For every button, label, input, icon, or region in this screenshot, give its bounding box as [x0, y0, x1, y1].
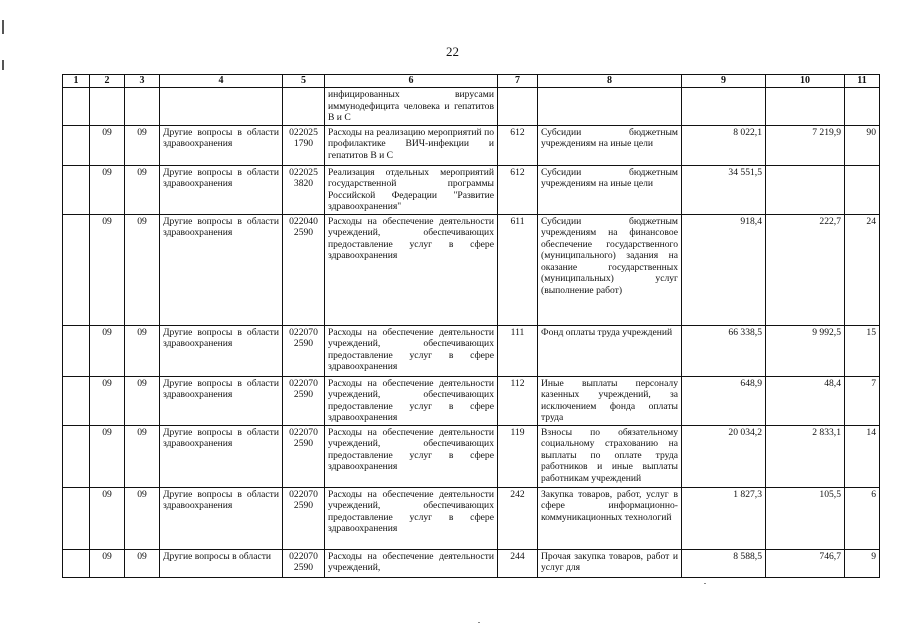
- expense-type-cell: 612: [498, 165, 538, 214]
- scan-margin-mark: [2, 20, 4, 34]
- column-header-9: 9: [682, 75, 766, 88]
- execution-cell: 105,5: [766, 487, 845, 549]
- execution-cell: 222,7: [766, 214, 845, 325]
- section-cell: 09: [90, 125, 125, 165]
- subsection-name-cell: Другие вопросы в области здравоохранения: [160, 325, 283, 376]
- execution-cell: [766, 165, 845, 214]
- percent-cell: 90: [845, 125, 880, 165]
- subsection-name-cell: Другие вопросы в области: [160, 549, 283, 577]
- percent-cell: 6: [845, 487, 880, 549]
- table-row: [63, 88, 880, 126]
- percent-cell: 24: [845, 214, 880, 325]
- column-header-7: 7: [498, 75, 538, 88]
- col-1-cell: [63, 214, 90, 325]
- col-1-cell: [63, 165, 90, 214]
- subsection-cell: 09: [125, 425, 160, 487]
- target-article-cell: 022070 2590: [283, 425, 325, 487]
- percent-cell: [845, 88, 880, 126]
- subsection-name-cell: Другие вопросы в области здравоохранения: [160, 165, 283, 214]
- section-cell: 09: [90, 487, 125, 549]
- column-header-5: 5: [283, 75, 325, 88]
- subsection-name-cell: Другие вопросы в области здравоохранения: [160, 425, 283, 487]
- expense-name-cell: Иные выплаты персоналу казенных учреждений, за исключением фонда оплаты труда: [538, 376, 682, 425]
- table-row: [63, 325, 880, 376]
- target-article-cell: 022040 2590: [283, 214, 325, 325]
- subsection-name-cell: [160, 88, 283, 126]
- subsection-cell: 09: [125, 487, 160, 549]
- table-row: [63, 214, 880, 325]
- expense-type-cell: 611: [498, 214, 538, 325]
- subsection-cell: 09: [125, 165, 160, 214]
- expense-name-cell: Фонд оплаты труда учреждений: [538, 325, 682, 376]
- expense-name-cell: Прочая закупка товаров, работ и услуг для: [538, 549, 682, 577]
- amount-cell: 34 551,5: [682, 165, 766, 214]
- amount-cell: [682, 88, 766, 126]
- execution-cell: 9 992,5: [766, 325, 845, 376]
- expense-type-cell: 612: [498, 125, 538, 165]
- col-1-cell: [63, 325, 90, 376]
- col-1-cell: [63, 88, 90, 126]
- budget-table-container: [62, 74, 879, 578]
- scan-speck: [704, 583, 706, 584]
- target-article-cell: 022025 3820: [283, 165, 325, 214]
- col-1-cell: [63, 125, 90, 165]
- target-article-cell: 022070 2590: [283, 487, 325, 549]
- page-number: 22: [446, 44, 459, 59]
- table-body: [63, 88, 880, 578]
- subsection-name-cell: Другие вопросы в области здравоохранения: [160, 214, 283, 325]
- amount-cell: 918,4: [682, 214, 766, 325]
- expense-name-cell: Закупка товаров, работ, услуг в сфере информационно-коммуникационных технологий: [538, 487, 682, 549]
- column-header-8: 8: [538, 75, 682, 88]
- subsection-cell: 09: [125, 125, 160, 165]
- article-name-cell: Расходы на обеспечение деятельности учреждений, обеспечивающих предоставление услуг в сфере здравоохранения: [325, 325, 498, 376]
- execution-cell: 48,4: [766, 376, 845, 425]
- target-article-cell: 022025 1790: [283, 125, 325, 165]
- expense-type-cell: 119: [498, 425, 538, 487]
- expense-name-cell: Взносы по обязательному социальному страхованию на выплаты по оплате труда работников и иные выплаты работникам учреждений: [538, 425, 682, 487]
- article-name-cell: инфицированных вирусами иммунодефицита человека и гепатитов В и С: [325, 88, 498, 126]
- col-1-cell: [63, 487, 90, 549]
- amount-cell: 1 827,3: [682, 487, 766, 549]
- percent-cell: 7: [845, 376, 880, 425]
- budget-table: [62, 74, 880, 578]
- table-row: [63, 376, 880, 425]
- section-cell: [90, 88, 125, 126]
- section-cell: 09: [90, 425, 125, 487]
- header-row: [63, 75, 880, 88]
- section-cell: 09: [90, 549, 125, 577]
- expense-name-cell: Субсидии бюджетным учреждениям на финансовое обеспечение государственного (муниципального) задания на оказание государственных (муниципальных) услуг (выполнение работ): [538, 214, 682, 325]
- section-cell: 09: [90, 214, 125, 325]
- expense-name-cell: [538, 88, 682, 126]
- percent-cell: 9: [845, 549, 880, 577]
- column-header-10: 10: [766, 75, 845, 88]
- subsection-name-cell: Другие вопросы в области здравоохранения: [160, 376, 283, 425]
- expense-type-cell: 244: [498, 549, 538, 577]
- column-header-6: 6: [325, 75, 498, 88]
- execution-cell: [766, 88, 845, 126]
- execution-cell: 746,7: [766, 549, 845, 577]
- execution-cell: 2 833,1: [766, 425, 845, 487]
- article-name-cell: Расходы на обеспечение деятельности учреждений, обеспечивающих предоставление услуг в сфере здравоохранения: [325, 214, 498, 325]
- article-name-cell: Расходы на обеспечение деятельности учреждений, обеспечивающих предоставление услуг в сфере здравоохранения: [325, 376, 498, 425]
- subsection-cell: 09: [125, 376, 160, 425]
- percent-cell: [845, 165, 880, 214]
- percent-cell: 15: [845, 325, 880, 376]
- column-header-4: 4: [160, 75, 283, 88]
- expense-name-cell: Субсидии бюджетным учреждениям на иные цели: [538, 165, 682, 214]
- scan-speck: [478, 622, 480, 623]
- execution-cell: 7 219,9: [766, 125, 845, 165]
- subsection-cell: [125, 88, 160, 126]
- article-name-cell: Реализация отдельных мероприятий государственной программы Российской Федерации "Развитие здравоохранения": [325, 165, 498, 214]
- table-row: [63, 165, 880, 214]
- article-name-cell: Расходы на обеспечение деятельности учреждений, обеспечивающих предоставление услуг в сфере здравоохранения: [325, 487, 498, 549]
- amount-cell: 66 338,5: [682, 325, 766, 376]
- percent-cell: 14: [845, 425, 880, 487]
- col-1-cell: [63, 549, 90, 577]
- target-article-cell: 022070 2590: [283, 549, 325, 577]
- amount-cell: 20 034,2: [682, 425, 766, 487]
- col-1-cell: [63, 425, 90, 487]
- subsection-name-cell: Другие вопросы в области здравоохранения: [160, 125, 283, 165]
- column-header-1: 1: [63, 75, 90, 88]
- section-cell: 09: [90, 165, 125, 214]
- table-row: [63, 549, 880, 577]
- article-name-cell: Расходы на обеспечение деятельности учреждений, обеспечивающих предоставление услуг в сфере здравоохранения: [325, 425, 498, 487]
- amount-cell: 8 022,1: [682, 125, 766, 165]
- expense-type-cell: 242: [498, 487, 538, 549]
- subsection-name-cell: Другие вопросы в области здравоохранения: [160, 487, 283, 549]
- subsection-cell: 09: [125, 325, 160, 376]
- section-cell: 09: [90, 325, 125, 376]
- amount-cell: 8 588,5: [682, 549, 766, 577]
- column-header-3: 3: [125, 75, 160, 88]
- table-row: [63, 125, 880, 165]
- col-1-cell: [63, 376, 90, 425]
- table-row: [63, 487, 880, 549]
- article-name-cell: Расходы на обеспечение деятельности учреждений,: [325, 549, 498, 577]
- article-name-cell: Расходы на реализацию мероприятий по профилактике ВИЧ-инфекции и гепатитов В и С: [325, 125, 498, 165]
- subsection-cell: 09: [125, 214, 160, 325]
- expense-name-cell: Субсидии бюджетным учреждениям на иные цели: [538, 125, 682, 165]
- expense-type-cell: [498, 88, 538, 126]
- scan-margin-mark: [2, 60, 4, 70]
- expense-type-cell: 112: [498, 376, 538, 425]
- column-header-2: 2: [90, 75, 125, 88]
- table-row: [63, 425, 880, 487]
- subsection-cell: 09: [125, 549, 160, 577]
- target-article-cell: 022070 2590: [283, 325, 325, 376]
- expense-type-cell: 111: [498, 325, 538, 376]
- target-article-cell: 022070 2590: [283, 376, 325, 425]
- section-cell: 09: [90, 376, 125, 425]
- column-header-11: 11: [845, 75, 880, 88]
- amount-cell: 648,9: [682, 376, 766, 425]
- target-article-cell: [283, 88, 325, 126]
